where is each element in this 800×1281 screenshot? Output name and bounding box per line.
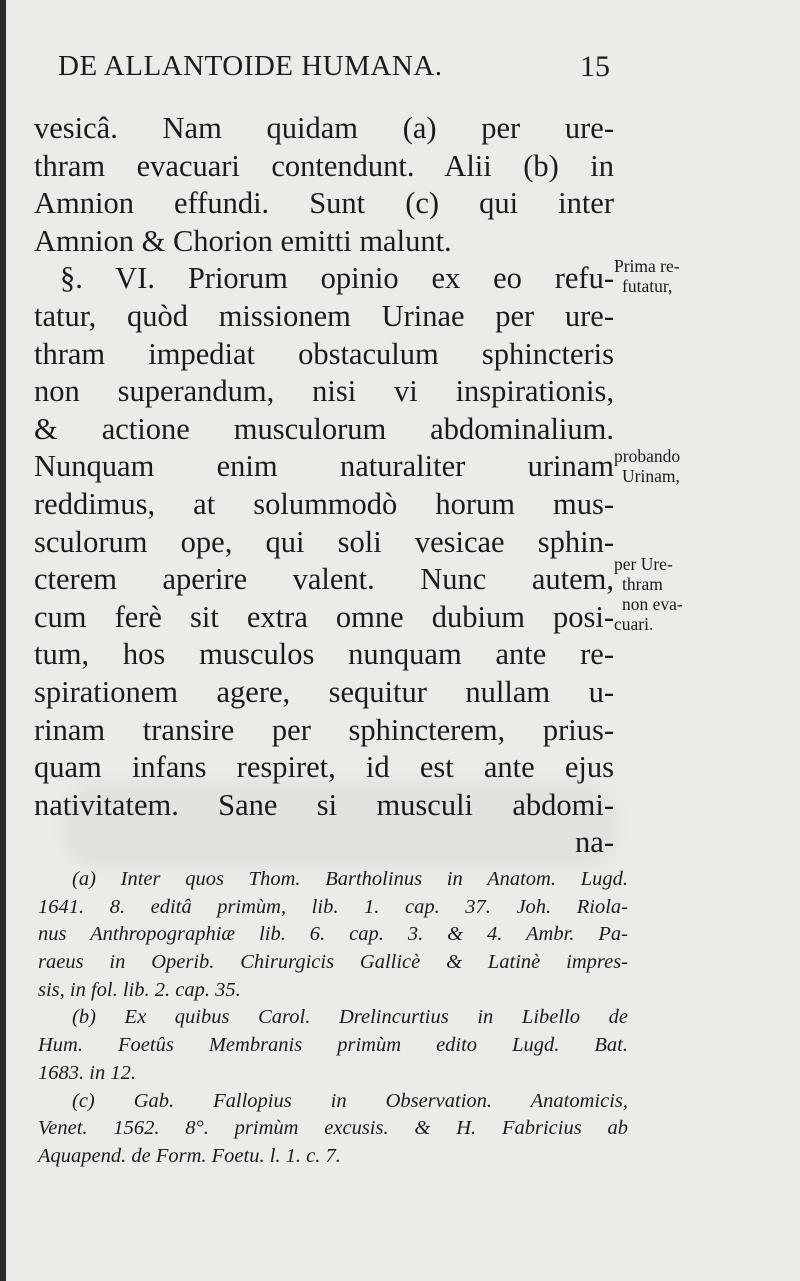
text-line: cum ferè sit extra omne dubium posi-: [34, 599, 614, 634]
footnote-line: raeus in Operib. Chirurgicis Gallicè & Latinè impres-: [38, 951, 628, 974]
footnote-line: nus Anthropographiæ lib. 6. cap. 3. & 4. Ambr. Pa-: [38, 923, 628, 946]
text-line: vesicâ. Nam quidam (a) per ure-: [34, 111, 614, 145]
running-head: DE ALLANTOIDE HUMANA.: [58, 50, 443, 82]
footnote-line: 1641. 8. editâ primùm, lib. 1. cap. 37. Joh. Riola-: [38, 895, 628, 918]
footnote-line: Venet. 1562. 8°. primùm excusis. & H. Fabricius ab: [38, 1117, 628, 1140]
margin-note-per-urethram: [614, 554, 800, 634]
text-line: sculorum ope, qui soli vesicae sphin-: [34, 524, 614, 559]
text-line: Amnion & Chorion emitti malunt.: [34, 223, 452, 258]
page-edge-shadow: [0, 0, 6, 1281]
footnote-line: Hum. Foetûs Membranis primùm edito Lugd. Bat.: [38, 1034, 628, 1057]
margin-note-line: probando: [614, 446, 681, 466]
margin-note-line: Prima re-: [614, 256, 680, 276]
footnote-line: sis, in fol. lib. 2. cap. 35.: [38, 978, 241, 1001]
main-text-block: [34, 110, 614, 862]
footnote-line: (a) Inter quos Thom. Bartholinus in Anatom. Lugd.: [72, 868, 628, 890]
text-line: tatur, quòd missionem Urinae per ure-: [34, 298, 614, 333]
footnote-line: 1683. in 12.: [38, 1061, 136, 1084]
text-line: & actione musculorum abdominalium.: [34, 411, 614, 446]
margin-note-line: per Ure-: [614, 554, 673, 574]
text-line: quam infans respiret, id est ante ejus: [34, 750, 614, 785]
text-line: cterem aperire valent. Nunc autem,: [34, 562, 614, 597]
section-heading-line: §. VI. Priorum opinio ex eo refu-: [60, 261, 614, 296]
text-line: spirationem agere, sequitur nullam u-: [34, 674, 614, 709]
footnote-line: (c) Gab. Fallopius in Observation. Anatomicis,: [72, 1089, 628, 1112]
margin-note-probando-urinam: [614, 446, 800, 486]
page-header: [58, 50, 618, 90]
text-line: reddimus, at solummodò horum mus-: [34, 486, 614, 521]
margin-note-line: cuari.: [614, 614, 654, 634]
footnote-line: Aquapend. de Form. Foetu. l. 1. c. 7.: [38, 1144, 341, 1167]
margin-note-line: Urinam,: [622, 466, 680, 486]
footnotes-block: [38, 866, 628, 1171]
text-line: thram impediat obstaculum sphincteris: [34, 336, 614, 371]
text-line: thram evacuari contendunt. Alii (b) in: [34, 148, 614, 183]
text-line: Nunquam enim naturaliter urinam: [34, 449, 614, 484]
page-number: 15: [580, 50, 610, 83]
catchword: na-: [575, 825, 614, 860]
text-line: tum, hos musculos nunquam ante re-: [34, 637, 614, 672]
margin-note-line: thram: [622, 574, 663, 594]
margin-note-prima-refutatur: [614, 256, 800, 296]
margin-note-line: futatur,: [622, 276, 673, 296]
text-line: rinam transire per sphincterem, prius-: [34, 712, 614, 747]
text-line: nativitatem. Sane si musculi abdomi-: [34, 787, 614, 822]
text-line: non superandum, nisi vi inspirationis,: [34, 374, 614, 409]
margin-note-line: non eva-: [622, 594, 683, 614]
text-line: Amnion effundi. Sunt (c) qui inter: [34, 186, 614, 221]
footnote-line: (b) Ex quibus Carol. Drelincurtius in Libello de: [72, 1006, 628, 1029]
